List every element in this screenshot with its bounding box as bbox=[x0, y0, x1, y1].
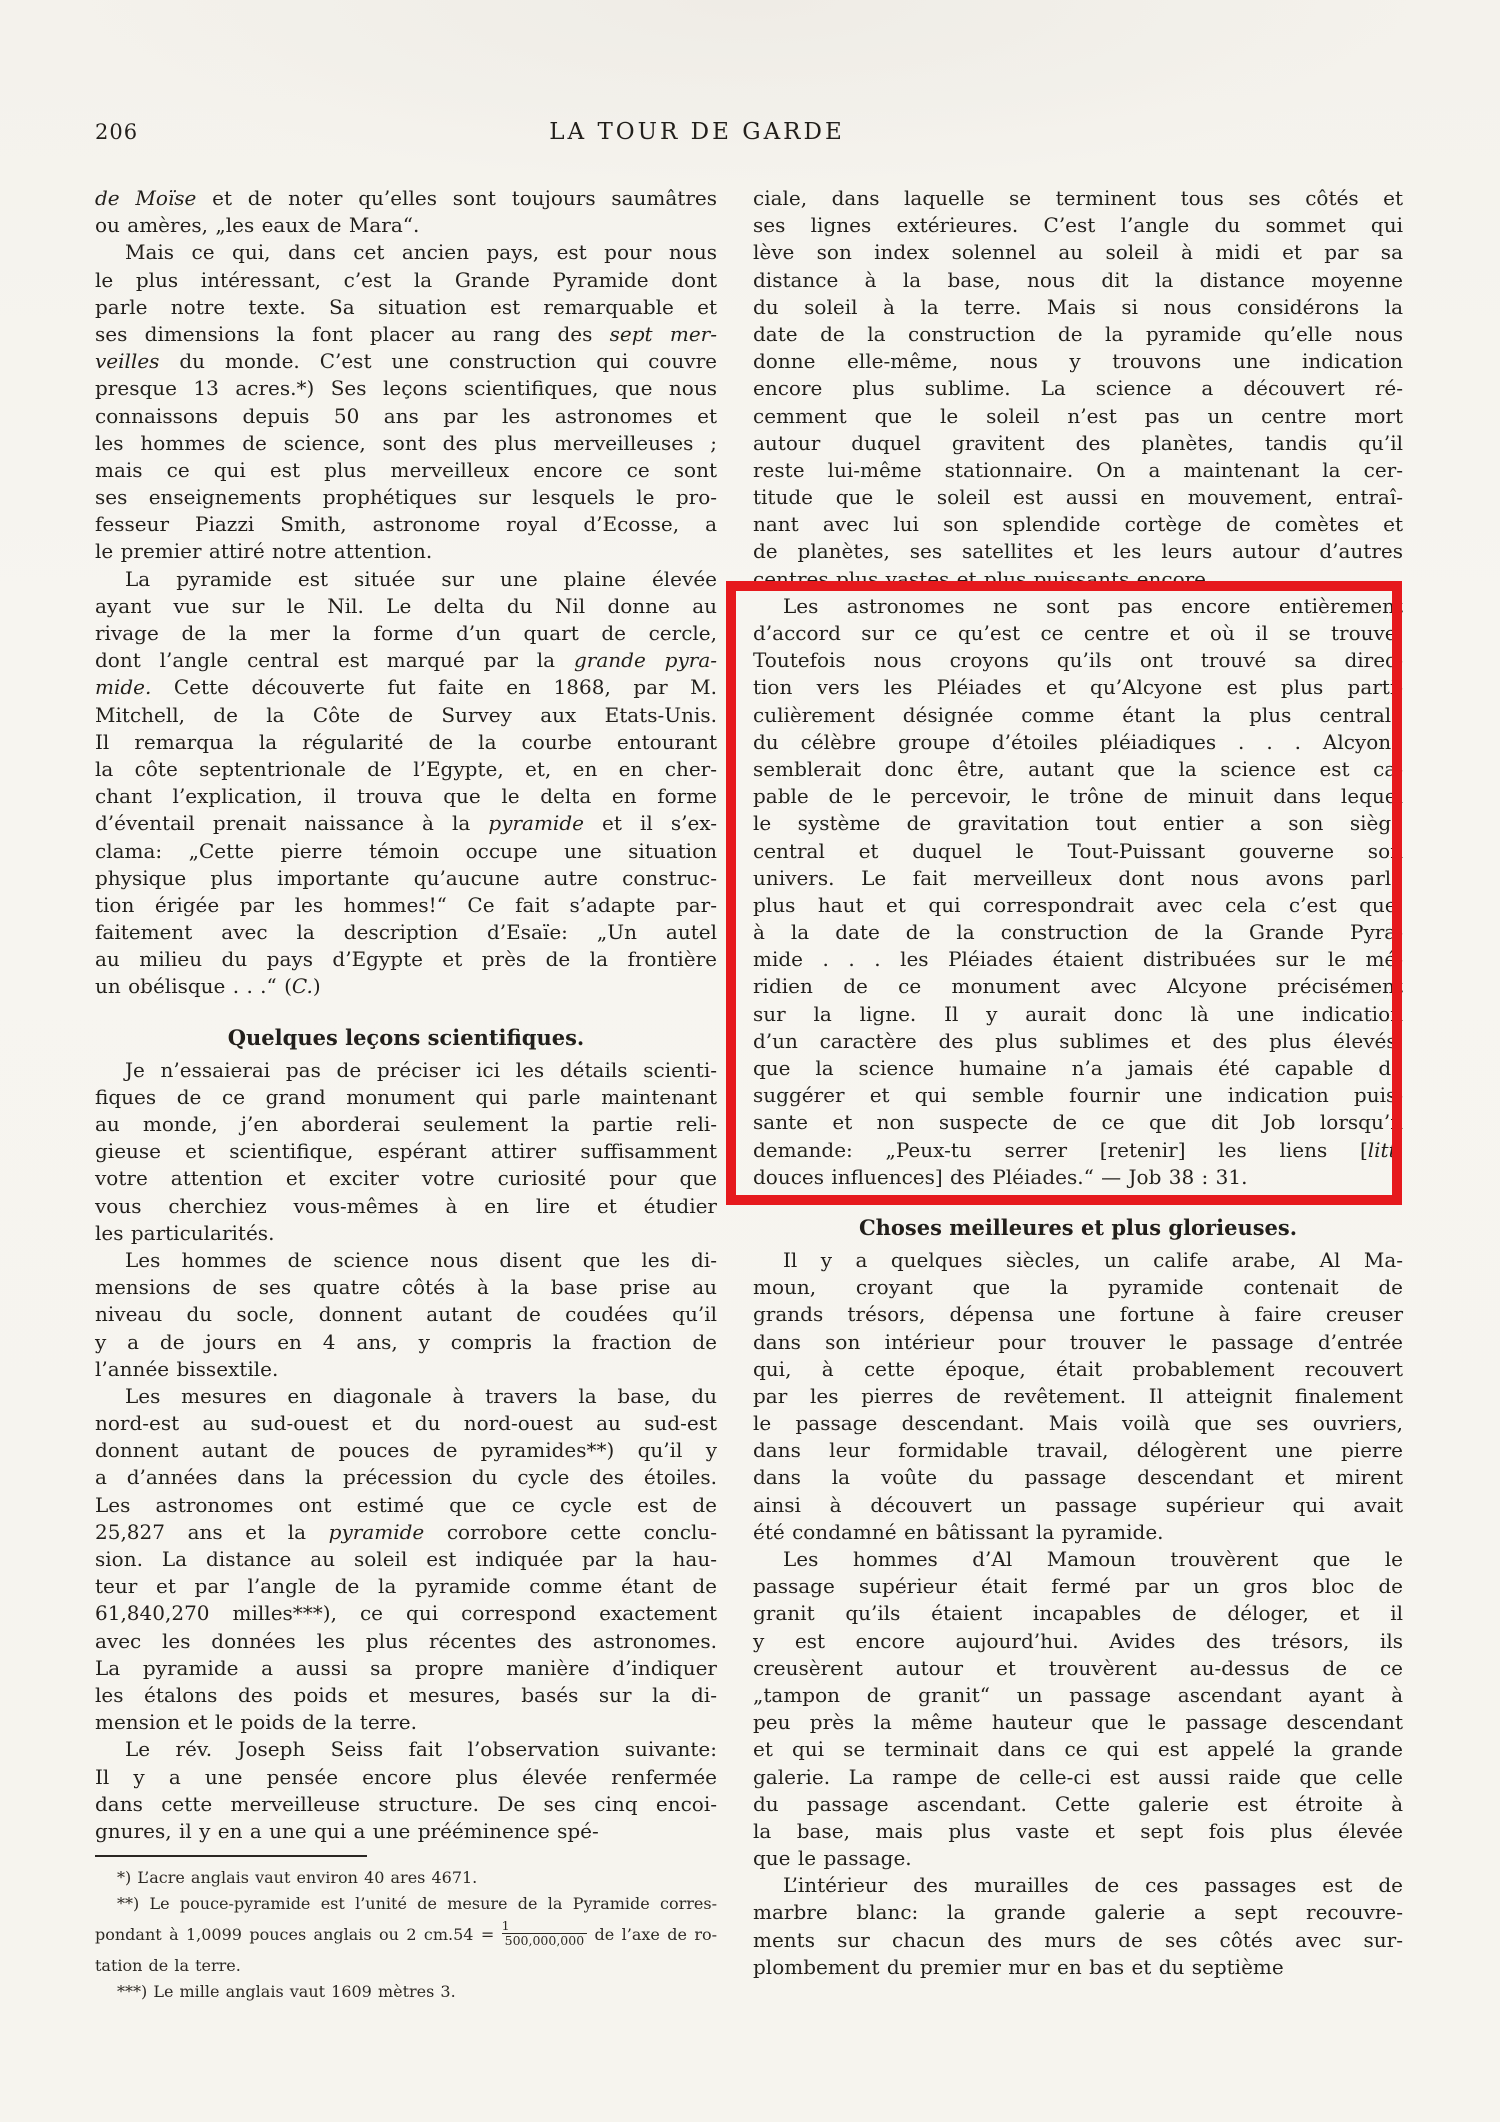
paragraph bbox=[95, 239, 717, 565]
text-line: Les mesures en diagonale à travers la base, du bbox=[125, 1383, 717, 1408]
text-line: au milieu du pays d’Egypte et près de la frontière bbox=[95, 947, 717, 972]
text-line: **) Le pouce-pyramide est l’unité de mesure de la Pyramide corres- bbox=[117, 1894, 717, 1914]
text-line: chant l’explication, il trouva que le delta en forme bbox=[95, 784, 717, 809]
footnote bbox=[95, 1979, 717, 2005]
text-line: suggérer et qui semble fournir une indication puis- bbox=[753, 1083, 1403, 1108]
text-line: galerie. La rampe de celle-ci est aussi raide que celle bbox=[753, 1764, 1403, 1789]
text-line: Je n’essaierai pas de préciser ici les détails scienti- bbox=[125, 1057, 717, 1082]
text-line: l’année bissextile. bbox=[95, 1356, 279, 1381]
text-line: date de la construction de la pyramide qu’elle nous bbox=[753, 321, 1403, 346]
paragraph bbox=[753, 1247, 1403, 1546]
text-line: physique plus importante qu’aucune autre construc- bbox=[95, 865, 717, 890]
text-line: de Moïse et de noter qu’elles sont toujours saumâtres bbox=[95, 186, 718, 210]
text-line: du célèbre groupe d’étoiles pléiadiques . . . Alcyone bbox=[753, 729, 1403, 754]
text-line: la base, mais plus vaste et sept fois plus élevée bbox=[753, 1818, 1403, 1843]
text-line: mide . . . les Pléiades étaient distribuées sur le mé- bbox=[753, 947, 1403, 972]
text-line: donne elle-même, nous y trouvons une indication bbox=[753, 349, 1403, 374]
text-line: que la science humaine n’a jamais été capable de bbox=[753, 1056, 1403, 1080]
text-line: sur la ligne. Il y aurait donc là une indication bbox=[753, 1001, 1403, 1026]
text-line: tion érigée par les hommes!“ Ce fait s’adapte par- bbox=[95, 892, 717, 917]
text-line: dans leur formidable travail, délogèrent une pierre bbox=[753, 1438, 1403, 1463]
text-line: Le rév. Joseph Seiss fait l’observation suivante: bbox=[125, 1737, 717, 1762]
text-line: de planètes, ses satellites et les leurs autour d’autres bbox=[753, 539, 1403, 564]
text-line: sion. La distance au soleil est indiquée par la hau- bbox=[95, 1547, 717, 1571]
text-line: Les hommes d’Al Mamoun trouvèrent que le bbox=[783, 1547, 1403, 1571]
text-line: „tampon de granit“ un passage ascendant ayant à bbox=[753, 1682, 1403, 1707]
text-line: dans son intérieur pour trouver le passage d’entrée bbox=[753, 1329, 1403, 1354]
text-line: titude que le soleil est aussi en mouvement, entraî- bbox=[753, 485, 1403, 510]
text-line: creusèrent autour et trouvèrent au-dessus de ce bbox=[753, 1655, 1403, 1680]
text-line: d’éventail prenait naissance à la pyramide et il s’ex- bbox=[95, 811, 717, 836]
text-line: gnures, il y en a une qui a une prééminence spé- bbox=[95, 1818, 599, 1843]
text-line: Les astronomes ne sont pas encore entièrement bbox=[783, 593, 1403, 618]
text-line: du passage ascendant. Cette galerie est étroite à bbox=[753, 1791, 1403, 1816]
text-line: sante et non suspecte de ce que dit Job lorsqu’il bbox=[753, 1110, 1403, 1135]
paragraph bbox=[95, 1383, 717, 1736]
paragraph bbox=[753, 1546, 1403, 1872]
text-line: presque 13 acres.*) Ses leçons scientifiques, que nous bbox=[95, 376, 717, 401]
paragraph bbox=[95, 185, 717, 239]
text-line: mais ce qui est plus merveilleux encore ce sont bbox=[95, 457, 717, 482]
text-line: clama: „Cette pierre témoin occupe une situation bbox=[95, 838, 717, 863]
text-line: qui, à cette époque, était probablement recouvert bbox=[753, 1356, 1403, 1381]
text-line: Les hommes de science nous disent que les di- bbox=[125, 1247, 717, 1272]
text-line: granit qu’ils étaient incapables de déloger, et il bbox=[753, 1601, 1403, 1626]
text-line: a d’années dans la précession du cycle des étoiles. bbox=[95, 1465, 717, 1490]
footnote-rule bbox=[95, 1855, 367, 1857]
text-line: ses lignes extérieures. C’est l’angle du sommet qui bbox=[753, 213, 1403, 238]
text-line: y est encore aujourd’hui. Avides des trésors, ils bbox=[753, 1628, 1403, 1653]
text-line: veilles du monde. C’est une construction qui couvre bbox=[95, 349, 717, 374]
text-line: La pyramide est située sur une plaine élevée bbox=[125, 566, 717, 591]
text-line: gieuse et scientifique, espérant attirer suffisamment bbox=[95, 1139, 717, 1164]
text-line: pable de le percevoir, le trône de minuit dans lequel bbox=[753, 784, 1403, 809]
text-line: tation de la terre. bbox=[95, 1956, 241, 1976]
text-line: *) L’acre anglais vaut environ 40 ares 4671. bbox=[117, 1868, 478, 1888]
section-heading: Quelques leçons scientifiques. bbox=[227, 1024, 585, 1050]
text-line: faitement avec la description d’Esaïe: „Un autel bbox=[95, 920, 717, 945]
text-line: La pyramide a aussi sa propre manière d’indiquer bbox=[95, 1655, 717, 1680]
text-line: que le passage. bbox=[753, 1846, 912, 1871]
text-line: ayant vue sur le Nil. Le delta du Nil donne au bbox=[95, 593, 717, 618]
text-line: teur et par l’angle de la pyramide comme étant de bbox=[95, 1574, 717, 1599]
text-line: Les astronomes ont estimé que ce cycle est de bbox=[95, 1492, 717, 1517]
paragraph bbox=[95, 566, 717, 1001]
text-line: connaissons depuis 50 ans par les astronomes et bbox=[95, 403, 717, 428]
text-line: ses dimensions la font placer au rang des sept mer- bbox=[95, 321, 717, 346]
text-line: Il remarqua la régularité de la courbe entourant bbox=[95, 729, 717, 754]
text-line: Mais ce qui, dans cet ancien pays, est pour nous bbox=[125, 240, 717, 265]
right-column bbox=[753, 185, 1403, 1981]
text-line: central et duquel le Tout-Puissant gouverne son bbox=[753, 838, 1403, 863]
text-line: avec les données les plus récentes des astronomes. bbox=[95, 1628, 717, 1653]
paragraph bbox=[95, 1247, 717, 1383]
text-line: moun, croyant que la pyramide contenait de bbox=[753, 1275, 1403, 1300]
text-line: ments sur chacun des murs de ses côtés avec sur- bbox=[753, 1927, 1403, 1952]
text-line: mide. Cette découverte fut faite en 1868, par M. bbox=[95, 675, 717, 700]
text-line: le premier attiré notre attention. bbox=[95, 539, 433, 564]
text-line: encore plus sublime. La science a découvert ré- bbox=[753, 376, 1403, 401]
text-line: mensions de ses quatre côtés à la base prise au bbox=[95, 1275, 717, 1300]
text-line: pondant à 1,0099 pouces anglais ou 2 cm.54 = $\frac{1}{500,000,000}$ de l’axe de ro- bbox=[95, 1917, 718, 1949]
text-line: les hommes de science, sont des plus merveilleuses ; bbox=[95, 430, 717, 455]
text-line: marbre blanc: la grande galerie a sept recouvre- bbox=[753, 1900, 1403, 1925]
text-line: dans la voûte du passage descendant et mirent bbox=[753, 1465, 1403, 1490]
text-line: 61,840,270 milles***), ce qui correspond exactement bbox=[95, 1601, 717, 1626]
text-line: le système de gravitation tout entier a son siège bbox=[753, 811, 1403, 836]
text-line: d’accord sur ce qu’est ce centre et où il se trouve. bbox=[753, 621, 1403, 645]
text-line: distance à la base, nous dit la distance moyenne bbox=[753, 267, 1403, 292]
text-line: peu près la même hauteur que le passage descendant bbox=[753, 1710, 1403, 1735]
text-line: les étalons des poids et mesures, basés sur la di- bbox=[95, 1682, 717, 1707]
text-line: ou amères, „les eaux de Mara“. bbox=[95, 213, 420, 238]
text-line: plombement du premier mur en bas et du septième bbox=[753, 1954, 1284, 1979]
text-line: Toutefois nous croyons qu’ils ont trouvé sa direc- bbox=[753, 648, 1403, 673]
text-line: semblerait donc être, autant que la science est ca- bbox=[753, 756, 1403, 781]
text-line: la côte septentrionale de l’Egypte, et, en en cher- bbox=[95, 756, 717, 781]
footnote bbox=[95, 1891, 717, 1979]
text-line: passage supérieur était fermé par un gros bloc de bbox=[753, 1574, 1403, 1599]
text-line: culièrement désignée comme étant la plus centrale bbox=[753, 702, 1403, 727]
text-line: niveau du socle, donnent autant de coudées qu’il bbox=[95, 1302, 717, 1327]
paragraph bbox=[753, 1872, 1403, 1981]
text-line: par les pierres de revêtement. Il atteignit finalement bbox=[753, 1383, 1403, 1408]
text-line: au monde, j’en aborderai seulement la partie reli- bbox=[95, 1112, 717, 1136]
text-line: donnent autant de pouces de pyramides**) qu’il y bbox=[95, 1438, 717, 1463]
text-line: reste lui-même stationnaire. On a maintenant la cer- bbox=[753, 457, 1403, 482]
pyramid-fraction: $\frac{1}{500,000,000}$ bbox=[502, 1919, 588, 1949]
text-line: vous cherchiez vous-mêmes à en lire et étudier bbox=[95, 1193, 717, 1218]
text-line: Il y a quelques siècles, un calife arabe, Al Ma- bbox=[783, 1247, 1403, 1272]
text-line: parle notre texte. Sa situation est remarquable et bbox=[95, 294, 717, 319]
journal-title: LA TOUR DE GARDE bbox=[549, 119, 845, 145]
text-line: cemment que le soleil n’est pas un centre mort bbox=[753, 403, 1403, 428]
footnote bbox=[95, 1865, 717, 1891]
paragraph bbox=[753, 185, 1403, 593]
text-line: du soleil à la terre. Mais si nous considérons la bbox=[753, 294, 1403, 319]
text-line: dans cette merveilleuse structure. De ses cinq encoi- bbox=[95, 1791, 717, 1816]
paragraph bbox=[95, 1057, 717, 1247]
text-line: rivage de la mer la forme d’un quart de cercle, bbox=[95, 621, 717, 645]
text-line: douces influences] des Pléiades.“ — Job 38 : 31. bbox=[753, 1164, 1248, 1189]
text-line: nant avec lui son splendide cortège de comètes et bbox=[753, 512, 1403, 537]
left-column bbox=[95, 185, 717, 2005]
text-line: ainsi à découvert un passage supérieur qui avait bbox=[753, 1492, 1403, 1517]
text-line: nord-est au sud-ouest et du nord-ouest au sud-est bbox=[95, 1411, 717, 1436]
text-line: dont l’angle central est marqué par la grande pyra- bbox=[95, 648, 718, 673]
page-number: 206 bbox=[95, 120, 139, 144]
text-line: grands trésors, dépensa une fortune à faire creuser bbox=[753, 1302, 1403, 1327]
text-line: ***) Le mille anglais vaut 1609 mètres 3. bbox=[117, 1982, 456, 2002]
paragraph bbox=[753, 593, 1403, 1191]
paragraph bbox=[95, 1736, 717, 1845]
text-line: autour duquel gravitent des planètes, tandis qu’il bbox=[753, 430, 1403, 455]
text-line: votre attention et exciter votre curiosité pour que bbox=[95, 1166, 717, 1191]
text-line: le plus intéressant, c’est la Grande Pyramide dont bbox=[95, 267, 717, 292]
text-line: ses enseignements prophétiques sur lesquels le pro- bbox=[95, 485, 717, 510]
text-line: ciale, dans laquelle se terminent tous ses côtés et bbox=[753, 186, 1403, 210]
text-line: à la date de la construction de la Grande Pyra- bbox=[753, 920, 1403, 945]
text-line: d’un caractère des plus sublimes et des plus élevés, bbox=[753, 1028, 1403, 1053]
text-line: un obélisque . . .“ (C.) bbox=[95, 974, 321, 999]
text-line: lève son index solennel au soleil à midi et par sa bbox=[753, 240, 1403, 265]
text-line: les particularités. bbox=[95, 1220, 275, 1245]
text-line: et qui se terminait dans ce qui est appelé la grande bbox=[753, 1737, 1403, 1762]
text-line: fesseur Piazzi Smith, astronome royal d’Ecosse, a bbox=[95, 512, 717, 537]
text-line: tion vers les Pléiades et qu’Alcyone est plus parti- bbox=[753, 675, 1403, 700]
section-heading: Choses meilleures et plus glorieuses. bbox=[858, 1214, 1298, 1240]
text-line: Il y a une pensée encore plus élevée renfermée bbox=[95, 1764, 717, 1789]
text-line: fiques de ce grand monument qui parle maintenant bbox=[95, 1084, 717, 1109]
text-line: univers. Le fait merveilleux dont nous avons parlé bbox=[753, 865, 1403, 890]
text-line: plus haut et qui correspondrait avec cela c’est que, bbox=[753, 892, 1403, 917]
text-line: L’intérieur des murailles de ces passages est de bbox=[783, 1873, 1403, 1898]
text-line: centres plus vastes et plus puissants encore. bbox=[753, 566, 1213, 591]
text-line: 25,827 ans et la pyramide corrobore cette conclu- bbox=[95, 1519, 718, 1544]
text-line: demande: „Peux-tu serrer [retenir] les liens [litt. bbox=[753, 1137, 1403, 1162]
text-line: y a de jours en 4 ans, y compris la fraction de bbox=[95, 1329, 717, 1354]
text-line: ridien de ce monument avec Alcyone précisément bbox=[753, 974, 1403, 999]
text-line: le passage descendant. Mais voilà que ses ouvriers, bbox=[753, 1411, 1403, 1436]
text-line: été condamné en bâtissant la pyramide. bbox=[753, 1519, 1164, 1544]
text-line: Mitchell, de la Côte de Survey aux Etats-Unis. bbox=[95, 702, 717, 727]
text-line: mension et le poids de la terre. bbox=[95, 1710, 417, 1735]
